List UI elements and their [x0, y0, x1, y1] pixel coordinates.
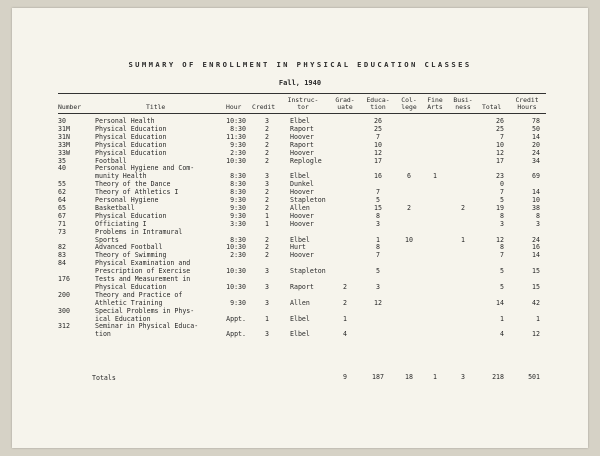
document-subtitle: Fall, 1940 — [278, 79, 322, 87]
cell-total: 4 — [500, 330, 504, 339]
cell-credit-hours: 15 — [532, 267, 540, 276]
cell-credit: 2 — [265, 235, 269, 244]
cell-credit-hours: 24 — [532, 148, 540, 157]
cell-education: 3 — [376, 219, 380, 228]
cell-hour: 10:30 — [226, 267, 246, 276]
cell-instructor: Hoover — [290, 251, 314, 260]
header-credit: Credit — [252, 103, 276, 111]
totals-graduate: 9 — [343, 373, 347, 381]
cell-instructor: Elbel — [290, 117, 310, 125]
cell-number: 31M — [58, 124, 70, 133]
cell-title: Physical Examination and — [95, 259, 191, 268]
cell-education: 8 — [376, 243, 380, 252]
cell-title: ical Education — [95, 314, 151, 323]
cell-number: 67 — [58, 211, 66, 220]
totals-credit-hours: 501 — [528, 373, 540, 381]
cell-total: 10 — [496, 140, 504, 149]
cell-credit: 2 — [265, 203, 269, 212]
cell-number: 33W — [58, 148, 70, 157]
cell-education: 12 — [374, 148, 382, 157]
cell-hour: 9:30 — [230, 211, 246, 220]
cell-credit: 3 — [265, 298, 269, 307]
cell-title: munity Health — [95, 172, 147, 181]
cell-hour: 8:30 — [230, 172, 246, 181]
cell-title: Basketball — [95, 203, 135, 212]
cell-total: 0 — [500, 180, 504, 189]
cell-instructor: Hoover — [290, 148, 314, 157]
cell-instructor: Elbel — [290, 172, 310, 181]
cell-total: 5 — [500, 196, 504, 204]
cell-credit: 2 — [265, 156, 269, 165]
cell-education: 3 — [376, 282, 380, 291]
cell-graduate: 4 — [343, 330, 347, 339]
cell-title: Problems in Intramural — [95, 227, 183, 236]
cell-number: 312 — [58, 322, 70, 331]
header-credit-hours: Credit Hours — [515, 96, 539, 111]
cell-title: Athletic Training — [95, 298, 163, 307]
cell-instructor: Elbel — [290, 330, 310, 339]
cell-instructor: Raport — [290, 124, 314, 133]
cell-title: Physical Education — [95, 132, 167, 141]
cell-credit: 1 — [265, 211, 269, 220]
cell-hour: 8:30 — [230, 188, 246, 197]
cell-education: 10 — [374, 140, 382, 149]
cell-title: Sports — [95, 235, 119, 244]
cell-graduate: 1 — [343, 314, 347, 323]
cell-total: 8 — [500, 211, 504, 220]
cell-total: 8 — [500, 243, 504, 252]
cell-credit-hours: 3 — [536, 219, 540, 228]
cell-total: 12 — [496, 235, 504, 244]
cell-title: Physical Education — [95, 124, 167, 133]
cell-credit: 1 — [265, 314, 269, 323]
cell-number: 300 — [58, 306, 70, 315]
cell-number: 30 — [58, 117, 66, 125]
cell-credit: 2 — [265, 251, 269, 260]
cell-credit-hours: 15 — [532, 282, 540, 291]
cell-number: 40 — [58, 164, 66, 173]
header-total: Total — [482, 103, 502, 111]
cell-education: 7 — [376, 188, 380, 197]
cell-title: Theory and Practice of — [95, 290, 183, 299]
cell-hour: 10:30 — [226, 243, 246, 252]
cell-hour: 10:30 — [226, 117, 246, 125]
cell-education: 26 — [374, 117, 382, 125]
cell-education: 17 — [374, 156, 382, 165]
cell-instructor: Hoover — [290, 219, 314, 228]
cell-credit: 2 — [265, 124, 269, 133]
cell-title: Theory of Swimming — [95, 251, 167, 260]
cell-credit-hours: 50 — [532, 124, 540, 133]
cell-title: Seminar in Physical Educa- — [95, 322, 199, 331]
cell-title: Physical Education — [95, 140, 167, 149]
cell-title: Prescription of Exercise — [95, 267, 191, 276]
cell-number: 176 — [58, 275, 70, 283]
cell-title: Tests and Measurement in — [95, 275, 191, 283]
cell-hour: 2:30 — [230, 148, 246, 157]
cell-credit-hours: 78 — [532, 117, 540, 125]
cell-title: Personal Health — [95, 117, 155, 125]
cell-business: 1 — [461, 235, 465, 244]
cell-total: 7 — [500, 132, 504, 141]
cell-credit-hours: 42 — [532, 298, 540, 307]
cell-instructor: Allen — [290, 298, 310, 307]
cell-college: 6 — [407, 172, 411, 181]
cell-instructor: Allen — [290, 203, 310, 212]
cell-credit-hours: 10 — [532, 196, 540, 204]
cell-hour: 9:30 — [230, 203, 246, 212]
cell-instructor: Stapleton — [290, 196, 326, 204]
cell-education: 7 — [376, 132, 380, 141]
cell-number: 55 — [58, 180, 66, 189]
cell-total: 5 — [500, 267, 504, 276]
cell-hour: 9:30 — [230, 196, 246, 204]
cell-credit: 2 — [265, 188, 269, 197]
cell-total: 25 — [496, 124, 504, 133]
cell-credit: 1 — [265, 219, 269, 228]
cell-credit-hours: 14 — [532, 188, 540, 197]
cell-title: tion — [95, 330, 111, 339]
cell-credit-hours: 24 — [532, 235, 540, 244]
cell-credit-hours: 8 — [536, 211, 540, 220]
cell-hour: Appt. — [226, 314, 246, 323]
header-instructor: Instruc- tor — [287, 96, 319, 111]
totals-label: Totals — [92, 374, 116, 382]
cell-credit: 3 — [265, 172, 269, 181]
cell-instructor: Dunkel — [290, 180, 314, 189]
cell-number: 35 — [58, 156, 66, 165]
cell-business: 2 — [461, 203, 465, 212]
header-hour: Hour — [226, 103, 242, 111]
cell-credit: 2 — [265, 140, 269, 149]
cell-education: 12 — [374, 298, 382, 307]
cell-hour: 3:30 — [230, 219, 246, 228]
cell-title: Theory of Athletics I — [95, 188, 179, 197]
cell-instructor: Hoover — [290, 211, 314, 220]
cell-credit: 2 — [265, 132, 269, 141]
cell-instructor: Hoover — [290, 188, 314, 197]
cell-title: Football — [95, 156, 127, 165]
cell-hour: 8:30 — [230, 235, 246, 244]
header-business: Busi- ness — [453, 96, 473, 111]
cell-credit: 2 — [265, 148, 269, 157]
cell-credit-hours: 14 — [532, 251, 540, 260]
cell-instructor: Stapleton — [290, 267, 326, 276]
cell-graduate: 2 — [343, 282, 347, 291]
cell-total: 12 — [496, 148, 504, 157]
cell-number: 82 — [58, 243, 66, 252]
cell-total: 3 — [500, 219, 504, 228]
cell-education: 5 — [376, 196, 380, 204]
cell-credit: 3 — [265, 117, 269, 125]
cell-number: 83 — [58, 251, 66, 260]
cell-education: 7 — [376, 251, 380, 260]
cell-credit: 3 — [265, 267, 269, 276]
cell-credit: 3 — [265, 330, 269, 339]
cell-education: 15 — [374, 203, 382, 212]
cell-hour: 8:30 — [230, 180, 246, 189]
cell-number: 31N — [58, 132, 70, 141]
cell-total: 7 — [500, 251, 504, 260]
cell-hour: 9:30 — [230, 298, 246, 307]
cell-number: 64 — [58, 196, 66, 204]
cell-title: Physical Education — [95, 282, 167, 291]
cell-instructor: Elbel — [290, 235, 310, 244]
cell-title: Special Problems in Phys- — [95, 306, 195, 315]
totals-fine-arts: 1 — [433, 373, 437, 381]
cell-number: 33M — [58, 140, 70, 149]
cell-credit: 2 — [265, 196, 269, 204]
cell-credit: 3 — [265, 282, 269, 291]
cell-total: 23 — [496, 172, 504, 181]
cell-number: 62 — [58, 188, 66, 197]
cell-credit-hours: 38 — [532, 203, 540, 212]
cell-instructor: Replogle — [290, 156, 322, 165]
cell-total: 26 — [496, 117, 504, 125]
cell-total: 7 — [500, 188, 504, 197]
cell-education: 8 — [376, 211, 380, 220]
cell-credit: 3 — [265, 180, 269, 189]
cell-title: Theory of the Dance — [95, 180, 171, 189]
header-college: Col- lege — [401, 96, 417, 111]
cell-credit: 2 — [265, 243, 269, 252]
cell-title: Personal Hygiene and Com- — [95, 164, 195, 173]
cell-number: 71 — [58, 219, 66, 228]
cell-number: 73 — [58, 227, 66, 236]
cell-hour: 10:30 — [226, 156, 246, 165]
cell-credit-hours: 16 — [532, 243, 540, 252]
totals-business: 3 — [461, 373, 465, 381]
cell-title: Officiating I — [95, 219, 147, 228]
cell-instructor: Elbel — [290, 314, 310, 323]
cell-education: 25 — [374, 124, 382, 133]
cell-instructor: Raport — [290, 282, 314, 291]
cell-college: 2 — [407, 203, 411, 212]
cell-hour: 8:30 — [230, 124, 246, 133]
cell-credit-hours: 20 — [532, 140, 540, 149]
header-rule-bottom — [58, 113, 546, 114]
totals-college: 18 — [405, 373, 413, 381]
header-rule-top — [58, 93, 546, 94]
cell-credit-hours: 14 — [532, 132, 540, 141]
cell-number: 84 — [58, 259, 66, 268]
header-fine-arts: Fine Arts — [427, 96, 443, 111]
cell-credit-hours: 12 — [532, 330, 540, 339]
cell-instructor: Raport — [290, 140, 314, 149]
cell-title: Physical Education — [95, 148, 167, 157]
cell-hour: 2:30 — [230, 251, 246, 260]
cell-total: 14 — [496, 298, 504, 307]
cell-college: 10 — [405, 235, 413, 244]
cell-total: 1 — [500, 314, 504, 323]
cell-number: 65 — [58, 203, 66, 212]
cell-education: 16 — [374, 172, 382, 181]
cell-title: Physical Education — [95, 211, 167, 220]
cell-credit-hours: 69 — [532, 172, 540, 181]
header-number: Number — [58, 103, 82, 111]
cell-education: 5 — [376, 267, 380, 276]
cell-fine-arts: 1 — [433, 172, 437, 181]
cell-instructor: Hurt — [290, 243, 306, 252]
cell-education: 1 — [376, 235, 380, 244]
header-title: Title — [146, 103, 166, 111]
header-graduate: Grad- uate — [335, 96, 355, 111]
cell-credit-hours: 34 — [532, 156, 540, 165]
cell-total: 19 — [496, 203, 504, 212]
cell-credit-hours: 1 — [536, 314, 540, 323]
cell-hour: 11:30 — [226, 132, 246, 141]
cell-graduate: 2 — [343, 298, 347, 307]
totals-total: 218 — [492, 373, 504, 381]
cell-hour: Appt. — [226, 330, 246, 339]
document-title: SUMMARY OF ENROLLMENT IN PHYSICAL EDUCATION CLASSES — [128, 60, 472, 69]
cell-instructor: Hoover — [290, 132, 314, 141]
header-education: Educa- tion — [366, 96, 390, 111]
cell-title: Advanced Football — [95, 243, 163, 252]
cell-title: Personal Hygiene — [95, 196, 159, 204]
totals-education: 187 — [372, 373, 384, 381]
cell-total: 17 — [496, 156, 504, 165]
cell-number: 200 — [58, 290, 70, 299]
cell-hour: 9:30 — [230, 140, 246, 149]
cell-hour: 10:30 — [226, 282, 246, 291]
cell-total: 5 — [500, 282, 504, 291]
